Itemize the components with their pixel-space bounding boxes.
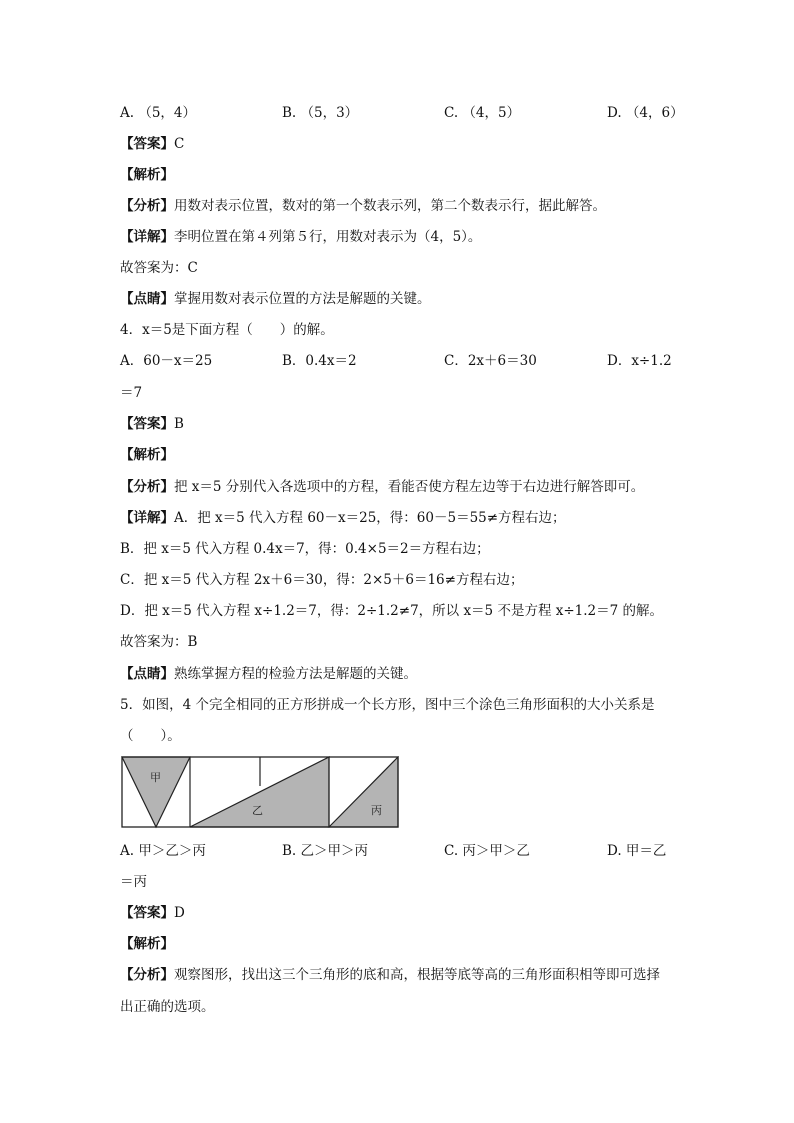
answer-tag: 【答案】 — [120, 416, 174, 432]
fenxi-text: 用数对表示位置，数对的第一个数表示列，第二个数表示行，据此解答。 — [174, 198, 606, 214]
q3-dianjing — [120, 289, 431, 309]
label-jia: 甲 — [150, 771, 161, 784]
q4-xiangjie-d: D．把 x＝5 代入方程 x÷1.2＝7，得：2÷1.2≠7，所以 x＝5 不是方程 x÷1.2＝7 的解。 — [120, 603, 664, 619]
q5-stem-cont: （ ）。 — [120, 728, 181, 744]
xiangjie-tag: 【详解】 — [120, 229, 174, 245]
q4-option-a: A．60－x＝25 — [120, 353, 213, 369]
fenxi-text: 把 x＝5 分别代入各选项中的方程，看能否使方程左边等于右边进行解答即可。 — [174, 479, 645, 495]
q5-analysis-tag: 【解析】 — [120, 936, 174, 952]
triangle-figure — [121, 756, 401, 834]
q3-option-a: A. （5，4） — [120, 105, 197, 121]
q3-option-d: D. （4，6） — [607, 105, 684, 121]
q4-dianjing — [120, 664, 417, 684]
q4-xiangjie-b: B．把 x＝5 代入方程 0.4x＝7，得：0.4×5＝2＝方程右边； — [120, 541, 490, 557]
q5-option-c: C. 丙＞甲＞乙 — [444, 843, 530, 859]
q4-xiangjie — [120, 508, 566, 528]
answer-value: C — [174, 136, 185, 152]
xiangjie-text-a: A．把 x＝5 代入方程 60－x＝25，得：60－5＝55≠方程右边； — [174, 510, 566, 526]
q4-option-c: C．2x＋6＝30 — [444, 353, 537, 369]
q4-conclusion: 故答案为：B — [120, 634, 198, 650]
dianjing-tag: 【点睛】 — [120, 666, 174, 682]
triangle-jia — [122, 757, 190, 827]
q4-xiangjie-c: C．把 x＝5 代入方程 2x＋6＝30，得：2×5＋6＝16≠方程右边； — [120, 572, 524, 588]
q4-analysis-tag: 【解析】 — [120, 447, 174, 463]
q5-stem: 5．如图，4 个完全相同的正方形拼成一个长方形，图中三个涂色三角形面积的大小关系是 — [120, 697, 655, 713]
q4-stem: 4．x＝5是下面方程（ ）的解。 — [120, 322, 334, 338]
q5-option-d: D. 甲＝乙 — [607, 843, 667, 859]
q4-answer — [120, 414, 184, 434]
label-bing: 丙 — [371, 804, 382, 817]
xiangjie-text: 李明位置在第４列第５行，用数对表示为（4，5）。 — [174, 229, 482, 245]
q5-option-d-cont: ＝丙 — [120, 874, 147, 890]
q3-xiangjie — [120, 227, 481, 247]
answer-tag: 【答案】 — [120, 136, 174, 152]
q4-fenxi — [120, 477, 644, 497]
figure-svg — [121, 756, 401, 830]
fenxi-tag: 【分析】 — [120, 198, 174, 214]
q5-option-a: A. 甲＞乙＞丙 — [120, 843, 206, 859]
answer-value: D — [174, 905, 185, 921]
q5-answer — [120, 903, 185, 923]
q3-conclusion: 故答案为：C — [120, 260, 198, 276]
q3-option-b: B. （5，3） — [282, 105, 359, 121]
q5-option-b: B. 乙＞甲＞丙 — [282, 843, 369, 859]
label-yi: 乙 — [252, 804, 263, 817]
dianjing-tag: 【点睛】 — [120, 291, 174, 307]
q3-option-c: C. （4，5） — [444, 105, 521, 121]
q5-fenxi — [120, 965, 660, 985]
dianjing-text: 掌握用数对表示位置的方法是解题的关键。 — [174, 291, 431, 307]
q4-option-d: D．x÷1.2 — [607, 353, 672, 369]
q4-option-b: B．0.4x＝2 — [282, 353, 357, 369]
answer-value: B — [174, 416, 184, 432]
triangle-bing — [329, 757, 398, 827]
q5-fenxi-cont: 出正确的选项。 — [120, 999, 215, 1015]
fenxi-text: 观察图形，找出这三个三角形的底和高，根据等底等高的三角形面积相等即可选择 — [174, 967, 660, 983]
fenxi-tag: 【分析】 — [120, 479, 174, 495]
answer-tag: 【答案】 — [120, 905, 174, 921]
q3-answer — [120, 134, 184, 154]
q3-analysis-tag: 【解析】 — [120, 167, 174, 183]
fenxi-tag: 【分析】 — [120, 967, 174, 983]
q4-option-d-cont: ＝7 — [120, 385, 143, 401]
q3-fenxi — [120, 196, 606, 216]
xiangjie-tag: 【详解】 — [120, 510, 174, 526]
dianjing-text: 熟练掌握方程的检验方法是解题的关键。 — [174, 666, 417, 682]
